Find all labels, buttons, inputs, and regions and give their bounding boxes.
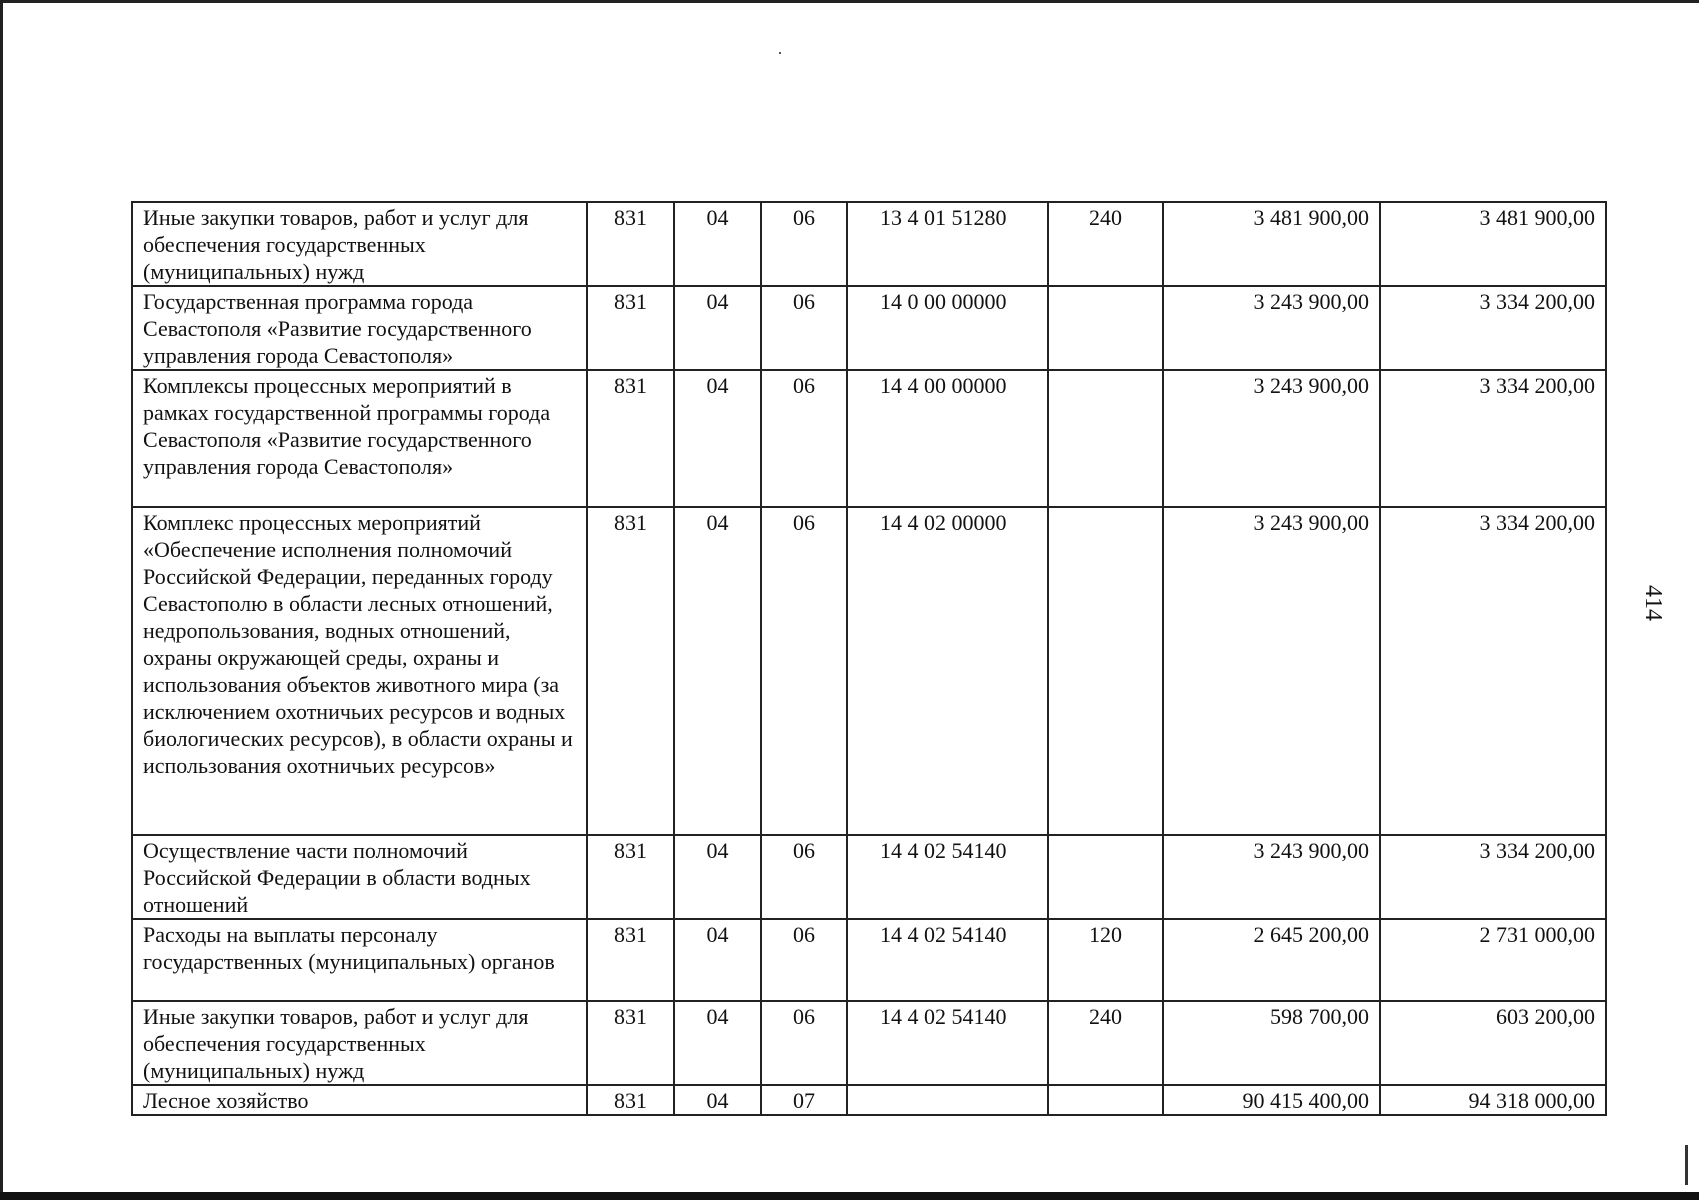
cell-sum-year1: 3 243 900,00 [1163,835,1380,919]
cell-target-article: 14 4 02 54140 [847,1001,1048,1085]
cell-ministry: 831 [587,202,674,286]
cell-sum-year2: 3 334 200,00 [1380,370,1606,507]
cell-name: Комплекс процессных мероприятий «Обеспечение исполнения полномочий Российской Федерации, переданных городу Севастополю в области лесных отношений, недропользования, водных отношений, охраны окружающей среды, охраны и использования объектов животного мира (за исключением охотничьих ресурсов и водных биологических ресурсов), в области охраны и использования охотничьих ресурсов» [132,507,587,835]
page-number: 414 [1640,585,1666,621]
cell-subsection: 06 [761,507,847,835]
scan-border-left [0,0,3,1200]
cell-expense-type [1048,286,1163,370]
cell-target-article: 14 0 00 00000 [847,286,1048,370]
table-row [132,202,1606,286]
cell-expense-type [1048,835,1163,919]
table-row [132,919,1606,1001]
cell-sum-year1: 3 481 900,00 [1163,202,1380,286]
table-row [132,1001,1606,1085]
cell-ministry: 831 [587,370,674,507]
table-row [132,286,1606,370]
cell-sum-year1: 3 243 900,00 [1163,286,1380,370]
cell-name: Комплексы процессных мероприятий в рамках государственной программы города Севастополя «Развитие государственного управления города Севастополя» [132,370,587,507]
cell-sum-year2: 3 334 200,00 [1380,286,1606,370]
cell-name: Лесное хозяйство [132,1085,587,1115]
cell-sum-year1: 90 415 400,00 [1163,1085,1380,1115]
cell-subsection: 07 [761,1085,847,1115]
cell-sum-year1: 598 700,00 [1163,1001,1380,1085]
cell-sum-year2: 3 334 200,00 [1380,507,1606,835]
cell-section: 04 [674,286,761,370]
cell-name: Расходы на выплаты персоналу государственных (муниципальных) органов [132,919,587,1001]
scan-speck [779,52,781,54]
cell-target-article: 14 4 02 00000 [847,507,1048,835]
cell-subsection: 06 [761,1001,847,1085]
cell-section: 04 [674,202,761,286]
cell-sum-year2: 3 481 900,00 [1380,202,1606,286]
table-row [132,1085,1606,1115]
table-row [132,370,1606,507]
cell-name: Иные закупки товаров, работ и услуг для обеспечения государственных (муниципальных) нужд [132,1001,587,1085]
scan-mark-right [1685,1145,1688,1185]
cell-expense-type [1048,507,1163,835]
cell-name: Иные закупки товаров, работ и услуг для обеспечения государственных (муниципальных) нужд [132,202,587,286]
cell-expense-type: 120 [1048,919,1163,1001]
cell-expense-type [1048,1085,1163,1115]
cell-sum-year1: 3 243 900,00 [1163,370,1380,507]
cell-sum-year2: 3 334 200,00 [1380,835,1606,919]
cell-target-article: 13 4 01 51280 [847,202,1048,286]
cell-expense-type [1048,370,1163,507]
budget-table [131,201,1607,1116]
cell-target-article: 14 4 02 54140 [847,835,1048,919]
cell-sum-year2: 94 318 000,00 [1380,1085,1606,1115]
cell-subsection: 06 [761,202,847,286]
cell-sum-year2: 2 731 000,00 [1380,919,1606,1001]
table-row [132,835,1606,919]
cell-name: Государственная программа города Севастополя «Развитие государственного управления города Севастополя» [132,286,587,370]
scan-border-bottom [0,1192,1699,1200]
cell-ministry: 831 [587,1001,674,1085]
cell-ministry: 831 [587,286,674,370]
cell-section: 04 [674,507,761,835]
table-row [132,507,1606,835]
cell-sum-year1: 2 645 200,00 [1163,919,1380,1001]
cell-section: 04 [674,919,761,1001]
cell-ministry: 831 [587,507,674,835]
cell-section: 04 [674,370,761,507]
cell-target-article: 14 4 02 54140 [847,919,1048,1001]
cell-subsection: 06 [761,919,847,1001]
cell-section: 04 [674,1001,761,1085]
cell-target-article [847,1085,1048,1115]
cell-subsection: 06 [761,370,847,507]
cell-ministry: 831 [587,919,674,1001]
cell-expense-type: 240 [1048,1001,1163,1085]
cell-ministry: 831 [587,1085,674,1115]
cell-name: Осуществление части полномочий Российской Федерации в области водных отношений [132,835,587,919]
cell-section: 04 [674,835,761,919]
cell-sum-year1: 3 243 900,00 [1163,507,1380,835]
cell-target-article: 14 4 00 00000 [847,370,1048,507]
cell-subsection: 06 [761,286,847,370]
scan-border-top [0,0,1699,3]
cell-sum-year2: 603 200,00 [1380,1001,1606,1085]
cell-section: 04 [674,1085,761,1115]
cell-subsection: 06 [761,835,847,919]
cell-expense-type: 240 [1048,202,1163,286]
cell-ministry: 831 [587,835,674,919]
